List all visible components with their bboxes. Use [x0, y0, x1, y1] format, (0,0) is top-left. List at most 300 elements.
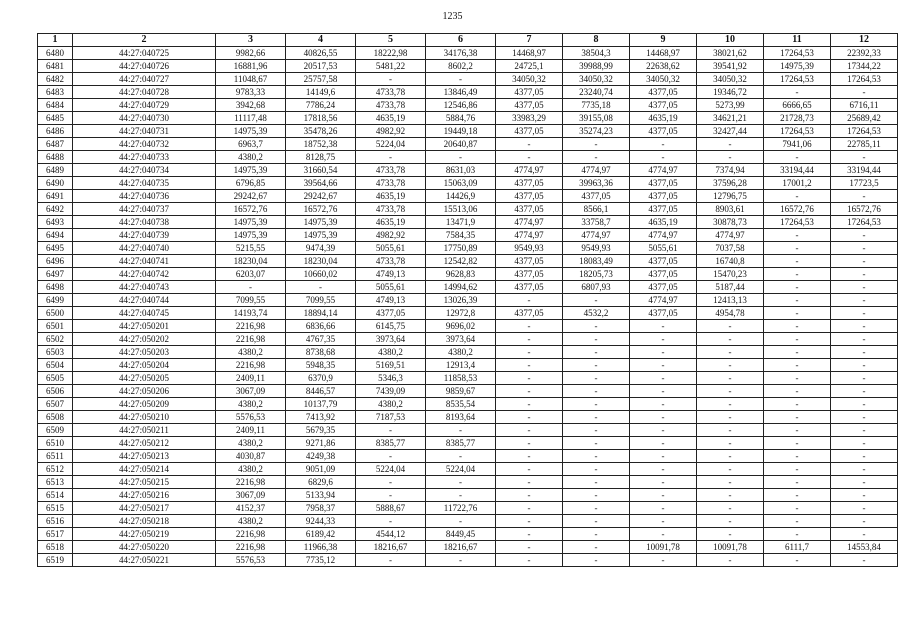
table-cell: -: [697, 437, 764, 450]
table-cell: 9628,83: [426, 268, 496, 281]
table-cell: 25757,58: [286, 73, 356, 86]
table-row: [38, 333, 898, 346]
table-cell: -: [496, 528, 563, 541]
table-cell: 9474,39: [286, 242, 356, 255]
table-cell: 4377,05: [630, 177, 697, 190]
table-cell: 8535,54: [426, 398, 496, 411]
table-cell: 4774,97: [496, 216, 563, 229]
table-cell: 14975,39: [216, 229, 286, 242]
table-row: [38, 281, 898, 294]
table-cell: -: [831, 86, 898, 99]
table-cell: 2216,98: [216, 320, 286, 333]
table-cell: -: [697, 320, 764, 333]
table-cell: 44:27:040737: [73, 203, 216, 216]
table-cell: -: [697, 411, 764, 424]
table-cell: -: [630, 528, 697, 541]
table-cell: 17264,53: [764, 73, 831, 86]
table-cell: -: [764, 528, 831, 541]
table-cell: 7099,55: [286, 294, 356, 307]
table-cell: 7941,06: [764, 138, 831, 151]
table-cell: 2409,11: [216, 372, 286, 385]
table-cell: 12972,8: [426, 307, 496, 320]
table-cell: -: [764, 385, 831, 398]
table-cell: 5346,3: [356, 372, 426, 385]
table-cell: 33983,29: [496, 112, 563, 125]
table-cell: 7735,12: [286, 554, 356, 567]
table-cell: 5888,67: [356, 502, 426, 515]
table-cell: 44:27:050220: [73, 541, 216, 554]
table-row: [38, 99, 898, 112]
table-cell: 7099,55: [216, 294, 286, 307]
table-cell: 5169,51: [356, 359, 426, 372]
table-cell: 4733,78: [356, 177, 426, 190]
table-cell: -: [563, 151, 630, 164]
table-cell: 34050,32: [630, 73, 697, 86]
table-cell: -: [630, 450, 697, 463]
table-cell: -: [697, 515, 764, 528]
table-cell: 6503: [38, 346, 73, 359]
table-cell: 8631,03: [426, 164, 496, 177]
table-cell: -: [764, 502, 831, 515]
table-cell: 14994,62: [426, 281, 496, 294]
table-cell: 35478,26: [286, 125, 356, 138]
table-cell: 16572,76: [831, 203, 898, 216]
table-cell: 44:27:050213: [73, 450, 216, 463]
table-cell: -: [496, 489, 563, 502]
table-cell: 4774,97: [563, 229, 630, 242]
table-cell: 4544,12: [356, 528, 426, 541]
table-cell: -: [630, 463, 697, 476]
table-cell: 4377,05: [496, 307, 563, 320]
table-row: [38, 385, 898, 398]
table-cell: 6111,7: [764, 541, 831, 554]
table-cell: 6483: [38, 86, 73, 99]
table-cell: -: [831, 242, 898, 255]
table-cell: 6497: [38, 268, 73, 281]
table-cell: 6485: [38, 112, 73, 125]
table-cell: 14553,84: [831, 541, 898, 554]
table-cell: -: [831, 346, 898, 359]
table-cell: -: [563, 489, 630, 502]
table-cell: -: [697, 528, 764, 541]
table-cell: -: [496, 294, 563, 307]
table-cell: 44:27:040729: [73, 99, 216, 112]
table-row: [38, 463, 898, 476]
table-cell: -: [697, 476, 764, 489]
table-cell: -: [630, 515, 697, 528]
table-cell: 4774,97: [630, 294, 697, 307]
table-cell: 4733,78: [356, 164, 426, 177]
column-header: 1: [38, 34, 73, 47]
table-cell: 23240,74: [563, 86, 630, 99]
table-cell: 40826,55: [286, 47, 356, 60]
table-cell: 3067,09: [216, 385, 286, 398]
table-cell: -: [496, 411, 563, 424]
table-cell: 4377,05: [630, 125, 697, 138]
table-cell: 37596,28: [697, 177, 764, 190]
table-cell: -: [764, 255, 831, 268]
table-cell: -: [831, 307, 898, 320]
table-cell: 44:27:040731: [73, 125, 216, 138]
table-cell: 7786,24: [286, 99, 356, 112]
table-cell: 5133,94: [286, 489, 356, 502]
table-cell: 4774,97: [630, 229, 697, 242]
table-cell: 33194,44: [831, 164, 898, 177]
table-cell: 31660,54: [286, 164, 356, 177]
table-cell: 14975,39: [216, 216, 286, 229]
column-header: 2: [73, 34, 216, 47]
table-cell: 29242,67: [216, 190, 286, 203]
table-cell: 18230,04: [286, 255, 356, 268]
table-cell: -: [764, 450, 831, 463]
table-cell: -: [831, 528, 898, 541]
table-cell: -: [831, 502, 898, 515]
table-cell: 6511: [38, 450, 73, 463]
table-cell: 6491: [38, 190, 73, 203]
table-cell: -: [496, 502, 563, 515]
table-cell: 6515: [38, 502, 73, 515]
table-cell: -: [426, 489, 496, 502]
table-cell: 4380,2: [216, 437, 286, 450]
table-cell: -: [426, 424, 496, 437]
table-cell: 6498: [38, 281, 73, 294]
table-row: [38, 359, 898, 372]
table-cell: 33758,7: [563, 216, 630, 229]
table-cell: 4733,78: [356, 255, 426, 268]
table-cell: 39963,36: [563, 177, 630, 190]
table-cell: 6145,75: [356, 320, 426, 333]
table-cell: 16572,76: [216, 203, 286, 216]
table-cell: 15513,06: [426, 203, 496, 216]
table-cell: -: [630, 346, 697, 359]
table-cell: 5481,22: [356, 60, 426, 73]
table-cell: 16572,76: [764, 203, 831, 216]
table-cell: 39988,99: [563, 60, 630, 73]
table-cell: 44:27:040738: [73, 216, 216, 229]
table-cell: 3973,64: [426, 333, 496, 346]
table-cell: 4733,78: [356, 203, 426, 216]
table-cell: 4377,05: [496, 268, 563, 281]
table-row: [38, 294, 898, 307]
table-cell: 4733,78: [356, 86, 426, 99]
table-row: [38, 346, 898, 359]
table-cell: 8193,64: [426, 411, 496, 424]
table-cell: -: [831, 255, 898, 268]
table-cell: 6490: [38, 177, 73, 190]
table-cell: 6504: [38, 359, 73, 372]
table-cell: -: [630, 554, 697, 567]
table-cell: -: [563, 411, 630, 424]
table-cell: 17818,56: [286, 112, 356, 125]
table-row: [38, 138, 898, 151]
table-cell: -: [563, 450, 630, 463]
table-row: [38, 60, 898, 73]
table-row: [38, 47, 898, 60]
table-cell: 4532,2: [563, 307, 630, 320]
table-cell: -: [496, 541, 563, 554]
table-row: [38, 450, 898, 463]
table-cell: -: [630, 502, 697, 515]
table-cell: 44:27:040745: [73, 307, 216, 320]
table-cell: 14426,9: [426, 190, 496, 203]
table-cell: 6507: [38, 398, 73, 411]
table-cell: 18216,67: [426, 541, 496, 554]
table-cell: 6505: [38, 372, 73, 385]
table-row: [38, 515, 898, 528]
table-cell: 39564,66: [286, 177, 356, 190]
table-row: [38, 112, 898, 125]
table-cell: -: [563, 463, 630, 476]
table-cell: -: [630, 359, 697, 372]
table-cell: 17264,53: [831, 216, 898, 229]
table-cell: 7374,94: [697, 164, 764, 177]
table-cell: 6513: [38, 476, 73, 489]
table-cell: 4774,97: [630, 164, 697, 177]
table-row: [38, 86, 898, 99]
table-cell: 17344,22: [831, 60, 898, 73]
table-cell: 32427,44: [697, 125, 764, 138]
table-cell: -: [764, 359, 831, 372]
table-cell: 34621,21: [697, 112, 764, 125]
table-cell: 39155,08: [563, 112, 630, 125]
table-cell: 4377,05: [496, 190, 563, 203]
table-cell: 5679,35: [286, 424, 356, 437]
table-cell: 13026,39: [426, 294, 496, 307]
table-cell: 18894,14: [286, 307, 356, 320]
table-cell: 4380,2: [216, 398, 286, 411]
table-row: [38, 476, 898, 489]
table-cell: 44:27:050209: [73, 398, 216, 411]
table-cell: -: [697, 359, 764, 372]
table-cell: 6493: [38, 216, 73, 229]
table-cell: -: [496, 515, 563, 528]
table-cell: 3942,68: [216, 99, 286, 112]
table-cell: 5576,53: [216, 554, 286, 567]
table-cell: 6484: [38, 99, 73, 112]
table-cell: 2216,98: [216, 359, 286, 372]
table-cell: -: [356, 73, 426, 86]
table-cell: 4749,13: [356, 294, 426, 307]
table-cell: -: [356, 476, 426, 489]
table-cell: -: [496, 437, 563, 450]
table-cell: 4380,2: [216, 151, 286, 164]
table-cell: 14149,6: [286, 86, 356, 99]
table-cell: -: [356, 450, 426, 463]
table-cell: -: [764, 463, 831, 476]
table-cell: -: [764, 307, 831, 320]
table-cell: 5224,04: [426, 463, 496, 476]
table-cell: -: [697, 463, 764, 476]
table-cell: 4635,19: [356, 190, 426, 203]
table-cell: 4377,05: [630, 86, 697, 99]
table-cell: -: [563, 515, 630, 528]
table-cell: 5187,44: [697, 281, 764, 294]
table-cell: 44:27:050214: [73, 463, 216, 476]
table-cell: 2216,98: [216, 333, 286, 346]
table-cell: 5055,61: [356, 242, 426, 255]
table-cell: -: [630, 320, 697, 333]
table-cell: -: [563, 476, 630, 489]
table-cell: -: [496, 320, 563, 333]
table-row: [38, 398, 898, 411]
table-cell: -: [831, 294, 898, 307]
table-cell: 6482: [38, 73, 73, 86]
table-cell: -: [764, 489, 831, 502]
table-row: [38, 177, 898, 190]
table-cell: 44:27:040736: [73, 190, 216, 203]
table-cell: 6836,66: [286, 320, 356, 333]
table-cell: 9982,66: [216, 47, 286, 60]
table-cell: 4380,2: [216, 515, 286, 528]
table-cell: 44:27:050215: [73, 476, 216, 489]
table-cell: -: [831, 320, 898, 333]
table-cell: 8738,68: [286, 346, 356, 359]
table-cell: 7439,09: [356, 385, 426, 398]
table-cell: 44:27:040725: [73, 47, 216, 60]
table-cell: 5055,61: [630, 242, 697, 255]
table-cell: -: [630, 437, 697, 450]
table-cell: 44:27:050211: [73, 424, 216, 437]
table-cell: 14975,39: [764, 60, 831, 73]
column-header: 3: [216, 34, 286, 47]
table-cell: 44:27:040742: [73, 268, 216, 281]
table-cell: 17264,53: [831, 73, 898, 86]
table-cell: 13471,9: [426, 216, 496, 229]
table-cell: -: [563, 346, 630, 359]
table-cell: -: [697, 502, 764, 515]
table-cell: -: [426, 515, 496, 528]
table-cell: 34050,32: [496, 73, 563, 86]
table-cell: -: [764, 411, 831, 424]
table-cell: -: [764, 346, 831, 359]
table-cell: 4767,35: [286, 333, 356, 346]
table-cell: 11966,38: [286, 541, 356, 554]
table-cell: -: [764, 86, 831, 99]
table-cell: -: [356, 151, 426, 164]
table-cell: 17001,2: [764, 177, 831, 190]
table-cell: 4954,78: [697, 307, 764, 320]
table-cell: 6486: [38, 125, 73, 138]
table-cell: 10091,78: [697, 541, 764, 554]
table-cell: -: [831, 554, 898, 567]
table-cell: 4152,37: [216, 502, 286, 515]
table-cell: -: [630, 151, 697, 164]
table-cell: 4774,97: [563, 164, 630, 177]
table-cell: 34050,32: [697, 73, 764, 86]
table-cell: 6203,07: [216, 268, 286, 281]
table-cell: 5224,04: [356, 463, 426, 476]
table-cell: 7584,35: [426, 229, 496, 242]
table-cell: 12796,75: [697, 190, 764, 203]
table-row: [38, 502, 898, 515]
table-cell: 6500: [38, 307, 73, 320]
table-cell: 5055,61: [356, 281, 426, 294]
table-cell: 6514: [38, 489, 73, 502]
table-cell: 4982,92: [356, 125, 426, 138]
column-header: 6: [426, 34, 496, 47]
table-cell: 8903,61: [697, 203, 764, 216]
table-cell: 4249,38: [286, 450, 356, 463]
table-cell: -: [831, 268, 898, 281]
table-cell: 12413,13: [697, 294, 764, 307]
table-cell: -: [496, 385, 563, 398]
table-row: [38, 320, 898, 333]
table-row: [38, 268, 898, 281]
table-cell: 4377,05: [630, 203, 697, 216]
table-cell: 8449,45: [426, 528, 496, 541]
table-cell: 12913,4: [426, 359, 496, 372]
table-cell: -: [831, 437, 898, 450]
table-cell: 44:27:050202: [73, 333, 216, 346]
table-row: [38, 424, 898, 437]
table-cell: -: [496, 476, 563, 489]
table-cell: 6488: [38, 151, 73, 164]
table-cell: 44:27:040732: [73, 138, 216, 151]
table-cell: 4377,05: [630, 281, 697, 294]
table-cell: 24725,1: [496, 60, 563, 73]
table-cell: 4377,05: [496, 255, 563, 268]
table-cell: 9549,93: [496, 242, 563, 255]
table-cell: 4377,05: [496, 203, 563, 216]
table-row: [38, 164, 898, 177]
table-cell: 38021,62: [697, 47, 764, 60]
table-cell: -: [496, 463, 563, 476]
table-cell: 18222,98: [356, 47, 426, 60]
table-cell: 4377,05: [496, 86, 563, 99]
table-cell: 17264,53: [764, 47, 831, 60]
table-cell: 6495: [38, 242, 73, 255]
table-cell: 44:27:050218: [73, 515, 216, 528]
table-cell: -: [831, 372, 898, 385]
table-cell: 18216,67: [356, 541, 426, 554]
table-cell: 6716,11: [831, 99, 898, 112]
table-cell: 9549,93: [563, 242, 630, 255]
table-cell: -: [764, 190, 831, 203]
table-cell: -: [831, 411, 898, 424]
table-cell: 4030,87: [216, 450, 286, 463]
table-cell: -: [563, 541, 630, 554]
table-cell: 44:27:050205: [73, 372, 216, 385]
table-cell: 6489: [38, 164, 73, 177]
table-cell: 18230,04: [216, 255, 286, 268]
table-cell: -: [697, 424, 764, 437]
table-cell: 33194,44: [764, 164, 831, 177]
table-cell: 7037,58: [697, 242, 764, 255]
table-cell: 6480: [38, 47, 73, 60]
table-cell: -: [831, 489, 898, 502]
table-cell: 6963,7: [216, 138, 286, 151]
table-row: [38, 151, 898, 164]
table-cell: 44:27:050204: [73, 359, 216, 372]
table-cell: 44:27:050221: [73, 554, 216, 567]
table-cell: 19346,72: [697, 86, 764, 99]
table-cell: 4380,2: [356, 346, 426, 359]
table-cell: 9051,09: [286, 463, 356, 476]
table-cell: 20517,53: [286, 60, 356, 73]
table-cell: 17264,53: [831, 125, 898, 138]
table-cell: 6829,6: [286, 476, 356, 489]
table-cell: 4377,05: [630, 268, 697, 281]
table-cell: 4380,2: [216, 346, 286, 359]
header-row: [38, 34, 898, 47]
table-cell: 4377,05: [356, 307, 426, 320]
table-row: [38, 372, 898, 385]
table-cell: 5948,35: [286, 359, 356, 372]
data-table: [37, 33, 898, 567]
table-cell: 4774,97: [697, 229, 764, 242]
table-cell: 4749,13: [356, 268, 426, 281]
table-cell: 12546,86: [426, 99, 496, 112]
